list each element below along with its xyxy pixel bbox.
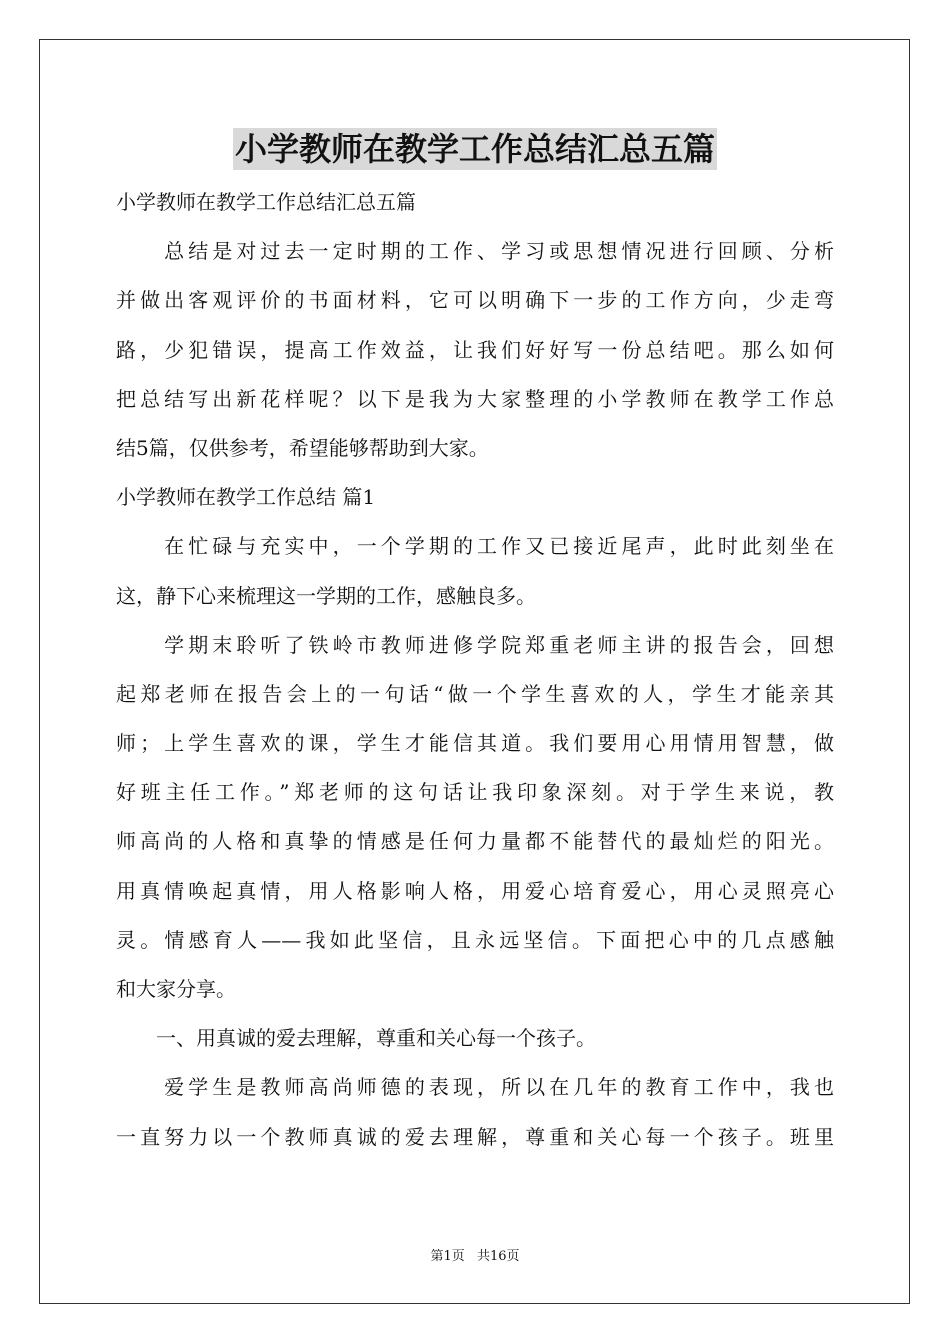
body-line: 总结是对过去一定时期的工作、学习或思想情况进行回顾、分析 bbox=[116, 239, 834, 264]
subheading-line: 一、用真诚的爱去理解，尊重和关心每一个孩子。 bbox=[116, 1026, 596, 1051]
body-line: 学期末聆听了铁岭市教师进修学院郑重老师主讲的报告会，回想 bbox=[116, 632, 834, 657]
body-line: 师；上学生喜欢的课，学生才能信其道。我们要用心用情用智慧，做 bbox=[116, 731, 834, 756]
page-total: 共16页 bbox=[476, 1249, 520, 1264]
body-line: 这，静下心来梳理这一学期的工作，感触良多。 bbox=[116, 583, 536, 608]
body-line: 灵。情感育人——我如此坚信，且永远坚信。下面把心中的几点感触 bbox=[116, 927, 834, 952]
body-line: 一直努力以一个教师真诚的爱去理解，尊重和关心每一个孩子。班里 bbox=[116, 1124, 834, 1149]
body-line: 爱学生是教师高尚师德的表现，所以在几年的教育工作中，我也 bbox=[116, 1075, 834, 1100]
document-body bbox=[116, 178, 834, 1162]
body-line: 并做出客观评价的书面材料，它可以明确下一步的工作方向，少走弯 bbox=[116, 288, 834, 313]
title-container bbox=[0, 128, 950, 170]
body-line: 好班主任工作。”郑老师的这句话让我印象深刻。对于学生来说，教 bbox=[116, 780, 834, 805]
body-line: 在忙碌与充实中，一个学期的工作又已接近尾声，此时此刻坐在 bbox=[116, 534, 834, 559]
page-number: 第1页 bbox=[430, 1249, 465, 1264]
subtitle-line: 小学教师在教学工作总结汇总五篇 bbox=[116, 190, 416, 214]
page-footer bbox=[0, 1248, 950, 1266]
body-line: 师高尚的人格和真挚的情感是任何力量都不能替代的最灿烂的阳光。 bbox=[116, 829, 834, 854]
body-line: 结5篇，仅供参考，希望能够帮助到大家。 bbox=[116, 435, 489, 460]
section-heading: 小学教师在教学工作总结 篇1 bbox=[116, 485, 376, 510]
body-line: 把总结写出新花样呢？以下是我为大家整理的小学教师在教学工作总 bbox=[116, 386, 834, 411]
body-line: 路，少犯错误，提高工作效益，让我们好好写一份总结吧。那么如何 bbox=[116, 337, 834, 362]
body-line: 和大家分享。 bbox=[116, 977, 236, 1001]
document-title: 小学教师在教学工作总结汇总五篇 bbox=[234, 130, 715, 168]
body-line: 用真情唤起真情，用人格影响人格，用爱心培育爱心，用心灵照亮心 bbox=[116, 878, 834, 903]
body-line: 起郑老师在报告会上的一句话“做一个学生喜欢的人，学生才能亲其 bbox=[116, 681, 834, 706]
